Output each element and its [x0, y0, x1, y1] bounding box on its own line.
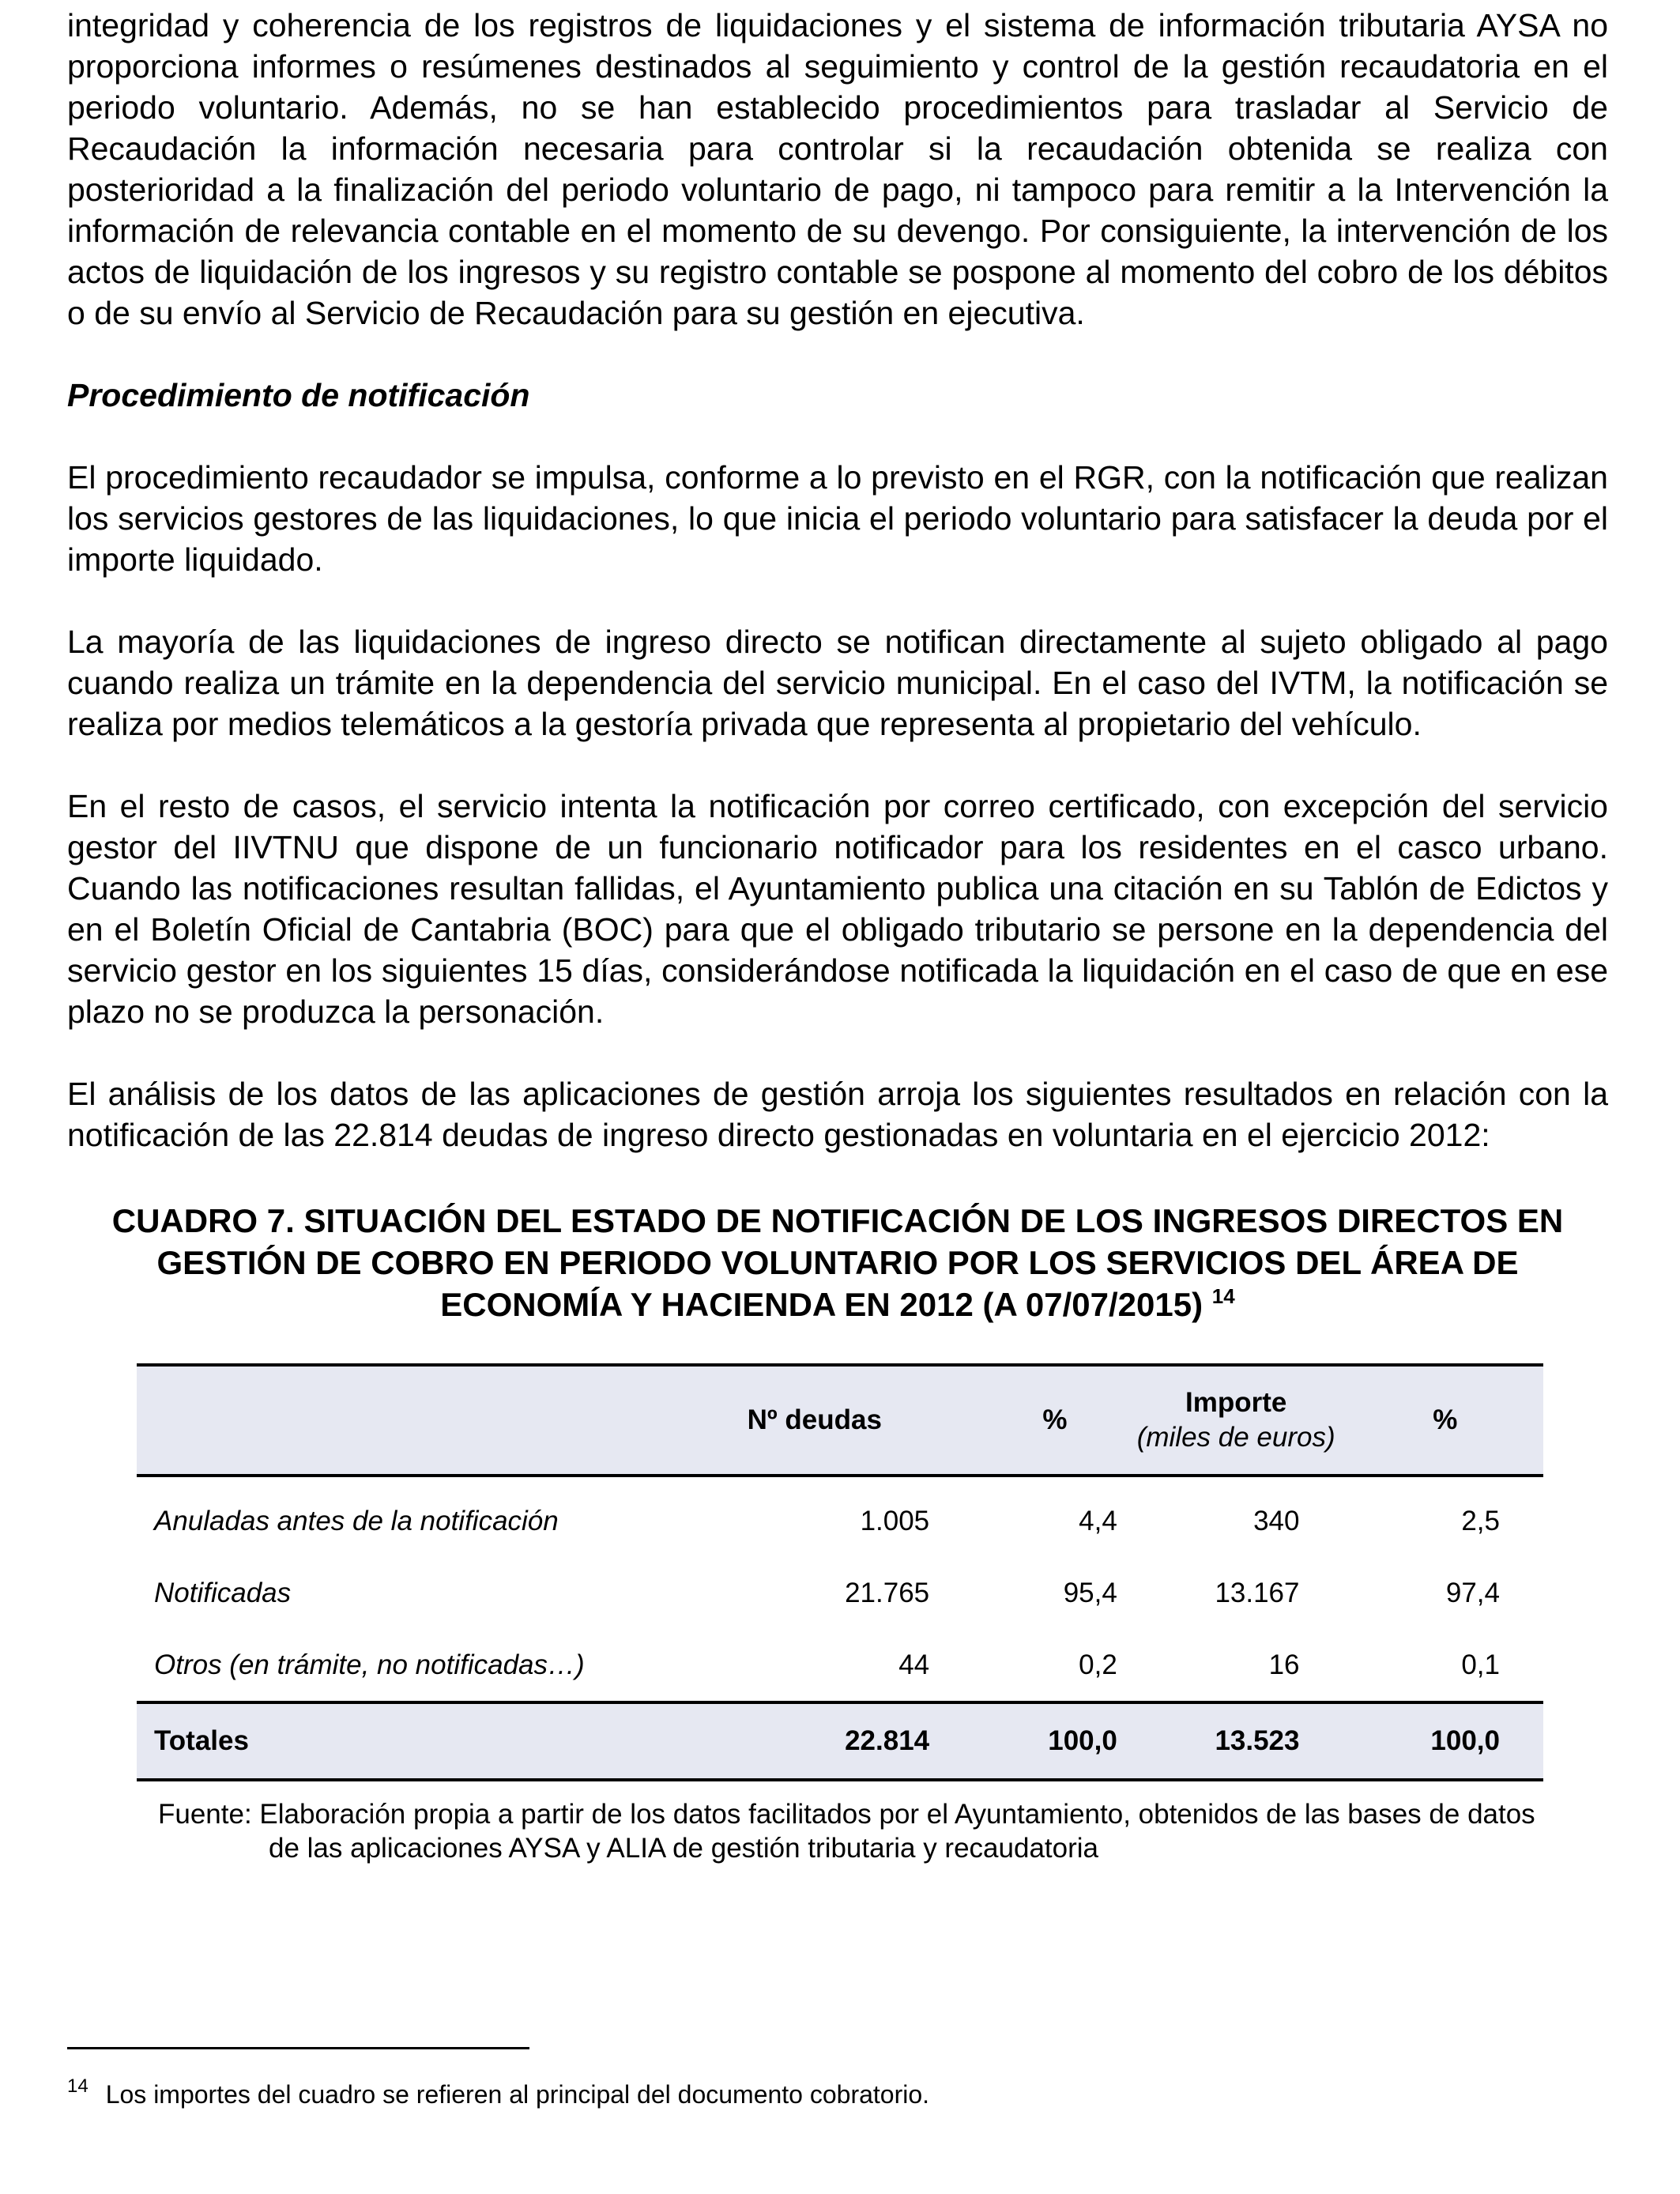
table-header-row [137, 1365, 1543, 1476]
cell-importe: 16 [1268, 1649, 1300, 1680]
paragraph-analysis-intro: El análisis de los datos de las aplicaciones de gestión arroja los siguientes resultados en relación con la notificación de las 22.814 deudas de ingreso directo gestionadas en voluntaria en el ejercicio 2012: [67, 1076, 1608, 1153]
cell-pct-deudas: 4,4 [1079, 1505, 1117, 1536]
cell-pct-importe: 0,1 [1461, 1649, 1500, 1680]
footnote-divider [67, 2047, 529, 2049]
header-importe [1125, 1365, 1347, 1476]
cell-importe: 13.167 [1215, 1577, 1300, 1608]
table-total-row [137, 1702, 1543, 1780]
total-label: Totales [137, 1702, 699, 1780]
header-pct-deudas: % [985, 1365, 1125, 1476]
row-label: Anuladas antes de la notificación [154, 1505, 559, 1536]
footnote [67, 2071, 929, 2110]
footnote-number: 14 [67, 2075, 89, 2097]
footnote-reference: 14 [1211, 1284, 1235, 1308]
cell-pct-importe: 2,5 [1461, 1505, 1500, 1536]
table-title [67, 1200, 1608, 1325]
cell-n-deudas: 44 [898, 1649, 930, 1680]
header-pct-importe: % [1347, 1365, 1544, 1476]
cell-importe: 340 [1253, 1505, 1300, 1536]
paragraph-procedure: El procedimiento recaudador se impulsa, conforme a lo previsto en el RGR, con la notificación que realizan los servicios gestores de las liquidaciones, lo que inicia el periodo voluntario para satisfacer la deuda por el importe liquidado. [67, 459, 1608, 578]
cell-n-deudas: 21.765 [845, 1577, 930, 1608]
header-importe-unit: (miles de euros) [1136, 1422, 1335, 1453]
header-n-deudas: Nº deudas [699, 1365, 985, 1476]
header-importe-label: Importe [1185, 1387, 1287, 1418]
paragraph-audit-conclusion: integridad y coherencia de los registros de liquidaciones y el sistema de información tributaria AYSA no proporciona informes o resúmenes destinados al seguimiento y control de la gestión recaudatoria en el periodo voluntario. Además, no se han establecido procedimientos para trasladar al Servicio de Recaudación la información necesaria para controlar si la recaudación obtenida se realiza con posterioridad a la finalización del periodo voluntario de pago, ni tampoco para remitir a la Intervención la información de relevancia contable en el momento de su devengo. Por consiguiente, la intervención de los actos de liquidación de los ingresos y su registro contable se pospone al momento del cobro de los débitos o de su envío al Servicio de Recaudación para su gestión en ejecutiva. [67, 7, 1608, 331]
table-row [137, 1629, 1543, 1702]
document-page [67, 5, 1608, 1865]
cell-pct-deudas: 95,4 [1063, 1577, 1117, 1608]
notification-status-table [137, 1363, 1543, 1781]
table-title-text: CUADRO 7. SITUACIÓN DEL ESTADO DE NOTIFICACIÓN DE LOS INGRESOS DIRECTOS EN GESTIÓN DE COBRO EN PERIODO VOLUNTARIO POR LOS SERVICIOS DEL ÁREA DE ECONOMÍA Y HACIENDA EN 2012 (A 07/07/2015) [111, 1202, 1564, 1323]
table-source-note: Fuente: Elaboración propia a partir de los datos facilitados por el Ayuntamiento, obtenidos de las bases de datos de las aplicaciones AYSA y ALIA de gestión tributaria y recaudatoria [158, 1799, 1535, 1864]
cell-pct-importe: 97,4 [1445, 1577, 1500, 1608]
section-heading: Procedimiento de notificación [67, 377, 530, 413]
cell-n-deudas: 1.005 [860, 1505, 930, 1536]
total-importe: 13.523 [1125, 1702, 1347, 1780]
row-label: Notificadas [154, 1577, 292, 1608]
paragraph-direct-notification: La mayoría de las liquidaciones de ingreso directo se notifican directamente al sujeto obligado al pago cuando realiza un trámite en la dependencia del servicio municipal. En el caso del IVTM, la notificación se realiza por medios telemáticos a la gestoría privada que representa al propietario del vehículo. [67, 624, 1608, 742]
paragraph-certified-mail: En el resto de casos, el servicio intenta la notificación por correo certificado, con excepción del servicio gestor del IIVTNU que dispone de un funcionario notificador para los residentes en el casco urbano. Cuando las notificaciones resultan fallidas, el Ayuntamiento publica una citación en su Tablón de Edictos y en el Boletín Oficial de Cantabria (BOC) para que el obligado tributario se persone en la dependencia del servicio gestor en los siguientes 15 días, considerándose notificada la liquidación en el caso de que en ese plazo no se produzca la personación. [67, 788, 1608, 1030]
table-row [137, 1557, 1543, 1629]
cell-pct-deudas: 0,2 [1079, 1649, 1117, 1680]
header-label-col [137, 1365, 699, 1476]
footnote-text: Los importes del cuadro se refieren al principal del documento cobratorio. [105, 2080, 930, 2109]
total-pct-importe: 100,0 [1347, 1702, 1544, 1780]
total-n-deudas: 22.814 [699, 1702, 985, 1780]
row-label: Otros (en trámite, no notificadas…) [154, 1649, 585, 1680]
table-row [137, 1476, 1543, 1557]
total-pct-deudas: 100,0 [985, 1702, 1125, 1780]
